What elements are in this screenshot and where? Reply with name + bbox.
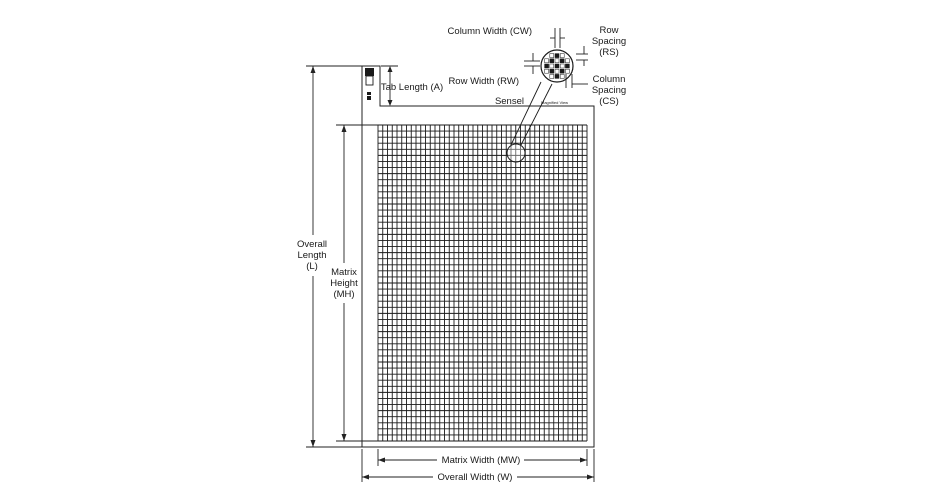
magnified-sensel-cell [550, 74, 554, 78]
sensel-callout [507, 82, 552, 162]
magnified-sensel-cell [560, 69, 564, 73]
overall-length-label-line2: Length [297, 250, 327, 261]
row-spacing-label-line1: Row [599, 25, 619, 36]
magnified-sensel-cell [560, 64, 564, 68]
magnified-sensel-cell [565, 59, 569, 63]
matrix-height-label-line3: (MH) [333, 289, 355, 300]
magnified-sensel-cell [555, 54, 559, 58]
magnified-sensel-cell [555, 74, 559, 78]
tab-connector [365, 68, 374, 100]
column-spacing-label-line1: Column [592, 74, 626, 85]
column-spacing-label-line2: Spacing [591, 85, 627, 96]
magnified-sensel-cell [550, 54, 554, 58]
overall-length-label-line1: Overall [296, 239, 328, 250]
magnified-sensel-cell [555, 59, 559, 63]
sensing-matrix-grid [378, 125, 587, 441]
tab-length-label: Tab Length (A) [380, 82, 444, 93]
matrix-width-label: Matrix Width (MW) [441, 455, 521, 466]
magnified-view-label: Magnified View [541, 100, 569, 105]
sensel-label: Sensel [494, 96, 524, 107]
row-spacing-label-line3: (RS) [599, 47, 619, 58]
row-width-label: Row Width (RW) [448, 76, 519, 87]
magnified-sensel-cell [560, 59, 564, 63]
column-spacing-label-line3: (CS) [599, 96, 619, 107]
magnified-sensel-cell [550, 64, 554, 68]
magnified-sensel-cell [565, 69, 569, 73]
magnified-sensel-cell [545, 64, 549, 68]
magnified-sensel-cell [550, 69, 554, 73]
overall-width-label: Overall Width (W) [437, 472, 513, 483]
magnified-sensel-cell [565, 64, 569, 68]
matrix-height-label-line1: Matrix [331, 267, 357, 278]
overall-length-label-line3: (L) [306, 261, 318, 272]
row-spacing-label-line2: Spacing [591, 36, 627, 47]
magnified-sensel-cell [545, 69, 549, 73]
magnified-sensel-cell [555, 64, 559, 68]
magnified-sensel-cell [560, 74, 564, 78]
magnified-sensel-cell [560, 54, 564, 58]
column-width-label: Column Width (CW) [447, 26, 532, 37]
magnified-sensel-cell [555, 69, 559, 73]
magnified-sensel-cell [550, 59, 554, 63]
magnified-sensel-cell [545, 59, 549, 63]
matrix-height-label-line2: Height [330, 278, 358, 289]
